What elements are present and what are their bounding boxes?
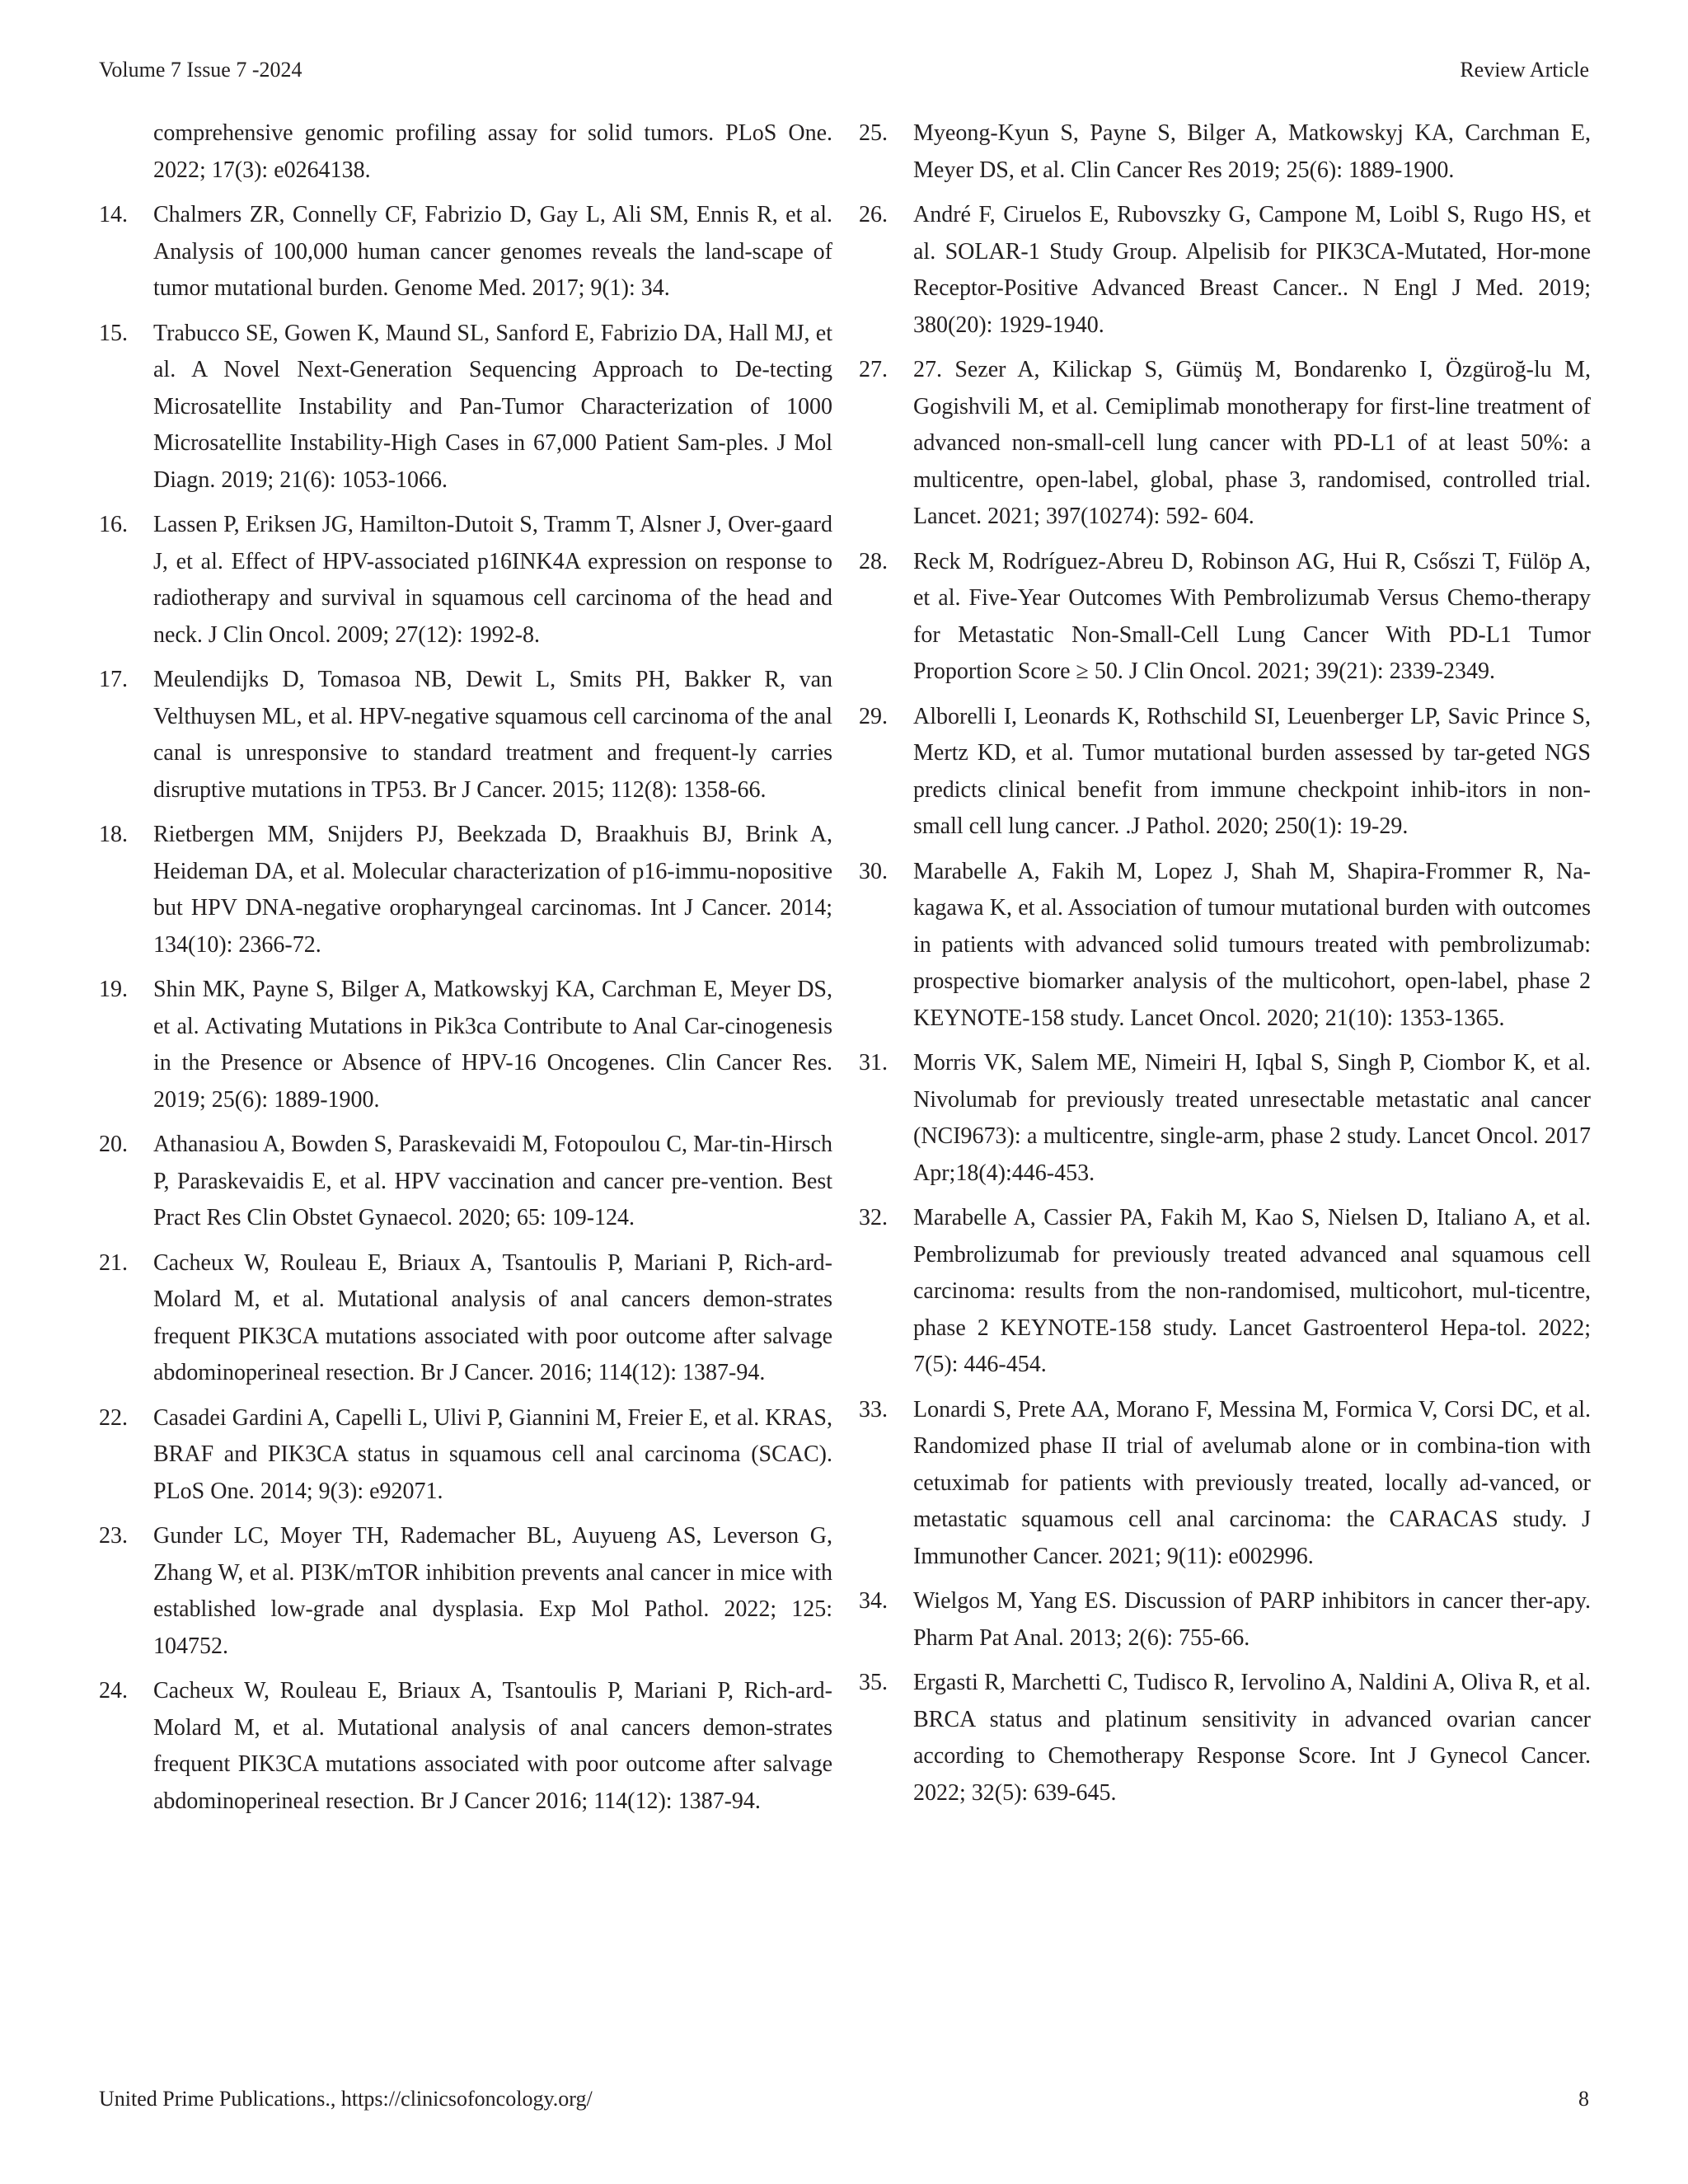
reference-item (99, 662, 832, 808)
reference-item (99, 197, 832, 307)
reference-item (99, 507, 832, 654)
reference-item (99, 1245, 832, 1392)
right-reference-list (859, 115, 1591, 1811)
reference-item (859, 352, 1591, 536)
reference-item (859, 1665, 1591, 1811)
reference-item (99, 1673, 832, 1820)
reference-number: 28. (859, 548, 888, 574)
reference-number: 32. (859, 1205, 888, 1230)
right-column (859, 115, 1591, 1820)
reference-text: Rietbergen MM, Snijders PJ, Beekzada D, Braakhuis BJ, Brink A, Heideman DA, et al. Molecular characterization of p16-immu-nopositive but HPV DNA-negative oropharyngeal carcinomas. Int J Cancer. 2014; 134(10): 2366-72. (153, 822, 832, 958)
reference-number: 24. (99, 1678, 128, 1704)
reference-item (859, 544, 1591, 691)
reference-text: Alborelli I, Leonards K, Rothschild SI, Leuenberger LP, Savic Prince S, Mertz KD, et al. Tumor mutational burden assessed by tar-geted NGS predicts clinical benefit from immune checkpoint inhib-itors in non-small cell lung cancer. .J Pathol. 2020; 250(1): 19-29. (913, 703, 1591, 839)
reference-text: Reck M, Rodríguez-Abreu D, Robinson AG, Hui R, Csőszi T, Fülöp A, et al. Five-Year Outcomes With Pembrolizumab Versus Chemo-therapy for Metastatic Non-Small-Cell Lung Cancer With PD-L1 Tumor Proportion Score ≥ 50. J Clin Oncol. 2021; 39(21): 2339-2349. (913, 548, 1591, 684)
reference-number: 19. (99, 977, 128, 1002)
reference-item (859, 1200, 1591, 1384)
header-volume: Volume 7 Issue 7 -2024 (99, 58, 302, 82)
header-article-type: Review Article (1460, 58, 1589, 82)
reference-item (99, 1518, 832, 1665)
reference-text: Chalmers ZR, Connelly CF, Fabrizio D, Gay L, Ali SM, Ennis R, et al. Analysis of 100,000 human cancer genomes reveals the land-scape of tumor mutational burden. Genome Med. 2017; 9(1): 34. (153, 202, 832, 301)
reference-text: Ergasti R, Marchetti C, Tudisco R, Iervolino A, Naldini A, Oliva R, et al. BRCA status and platinum sensitivity in advanced ovarian cancer according to Chemotherapy Response Score. Int J Gynecol Cancer. 2022; 32(5): 639-645. (913, 1670, 1591, 1806)
reference-text: André F, Ciruelos E, Rubovszky G, Campone M, Loibl S, Rugo HS, et al. SOLAR-1 Study Group. Alpelisib for PIK3CA-Mutated, Hor-mone Receptor-Positive Advanced Breast Cancer.. N Engl J Med. 2019; 380(20): 1929-1940. (913, 202, 1591, 338)
reference-number: 14. (99, 202, 128, 227)
reference-number: 20. (99, 1132, 128, 1157)
reference-number: 17. (99, 667, 128, 692)
reference-item (99, 972, 832, 1118)
reference-number: 15. (99, 320, 128, 346)
reference-number: 35. (859, 1670, 888, 1695)
reference-text: Shin MK, Payne S, Bilger A, Matkowskyj KA, Carchman E, Meyer DS, et al. Activating Mutations in Pik3ca Contribute to Anal Car-cinogenesis in the Presence or Absence of HPV-16 Oncogenes. Clin Cancer Res. 2019; 25(6): 1889-1900. (153, 977, 832, 1113)
reference-continued (99, 115, 832, 189)
reference-text: Marabelle A, Fakih M, Lopez J, Shah M, Shapira-Frommer R, Na-kagawa K, et al. Association of tumour mutational burden with outcomes in patients with advanced solid tumours treated with pembrolizumab: prospective biomarker analysis of the multicohort, open-label, phase 2 KEYNOTE-158 study. Lancet Oncol. 2020; 21(10): 1353-1365. (913, 858, 1591, 1031)
reference-text: Trabucco SE, Gowen K, Maund SL, Sanford E, Fabrizio DA, Hall MJ, et al. A Novel Next-Generation Sequencing Approach to De-tecting Microsatellite Instability and Pan-Tumor Characterization of 1000 Microsatellite Instability-High Cases in 67,000 Patient Sam-ples. J Mol Diagn. 2019; 21(6): 1053-1066. (153, 320, 832, 493)
reference-text: Morris VK, Salem ME, Nimeiri H, Iqbal S, Singh P, Ciombor K, et al. Nivolumab for previously treated unresectable metastatic anal cancer (NCI9673): a multicentre, single-arm, phase 2 study. Lancet Oncol. 2017 Apr;18(4):446-453. (913, 1050, 1591, 1186)
reference-text: Wielgos M, Yang ES. Discussion of PARP inhibitors in cancer ther-apy. Pharm Pat Anal. 2013; 2(6): 755-66. (913, 1588, 1591, 1651)
reference-number: 34. (859, 1588, 888, 1614)
reference-number: 21. (99, 1249, 128, 1276)
reference-text: Gunder LC, Moyer TH, Rademacher BL, Auyueng AS, Leverson G, Zhang W, et al. PI3K/mTOR inhibition prevents anal cancer in mice with established low-grade anal dysplasia. Exp Mol Pathol. 2022; 125: 104752. (153, 1523, 832, 1659)
page-number: 8 (1578, 2087, 1589, 2111)
reference-item (859, 197, 1591, 344)
reference-text: Casadei Gardini A, Capelli L, Ulivi P, Giannini M, Freier E, et al. KRAS, BRAF and PIK3CA status in squamous cell anal carcinoma (SCAC). PLoS One. 2014; 9(3): e92071. (153, 1404, 832, 1504)
reference-number: 18. (99, 822, 128, 847)
reference-text: comprehensive genomic profiling assay for solid tumors. PLoS One. 2022; 17(3): e0264138. (153, 120, 832, 183)
reference-text: Myeong-Kyun S, Payne S, Bilger A, Matkowskyj KA, Carchman E, Meyer DS, et al. Clin Cancer Res 2019; 25(6): 1889-1900. (913, 120, 1591, 183)
reference-number: 33. (859, 1396, 888, 1422)
reference-text: Marabelle A, Cassier PA, Fakih M, Kao S, Nielsen D, Italiano A, et al. Pembrolizumab for previously treated advanced anal squamous cell carcinoma: results from the non-randomised, multicohort, mul-ticentre, phase 2 KEYNOTE-158 study. Lancet Gastroenterol Hepa-tol. 2022; 7(5): 446-454. (913, 1205, 1591, 1377)
reference-number: 22. (99, 1404, 128, 1431)
reference-item (859, 699, 1591, 846)
reference-text: 27. Sezer A, Kilickap S, Gümüş M, Bondarenko I, Özgüroğ-lu M, Gogishvili M, et al. Cemiplimab monotherapy for first-line treatment of advanced non-small-cell lung cancer with PD-L1 of at least 50%: a multicentre, open-label, global, phase 3, randomised, controlled trial. Lancet. 2021; 397(10274): 592- 604. (913, 357, 1591, 529)
reference-number: 23. (99, 1523, 128, 1549)
reference-item (99, 817, 832, 963)
reference-number: 27. (859, 357, 888, 382)
reference-text: Lassen P, Eriksen JG, Hamilton-Dutoit S, Tramm T, Alsner J, Over-gaard J, et al. Effect of HPV-associated p16INK4A expression on response to radiotherapy and survival in squamous cell carcinoma of the head and neck. J Clin Oncol. 2009; 27(12): 1992-8. (153, 512, 832, 648)
reference-number: 29. (859, 703, 888, 729)
reference-item (99, 1127, 832, 1237)
reference-number: 26. (859, 202, 888, 227)
left-column (99, 115, 832, 1828)
reference-text: Cacheux W, Rouleau E, Briaux A, Tsantoulis P, Mariani P, Rich-ard-Molard M, et al. Mutational analysis of anal cancers demon-strates frequent PIK3CA mutations associated with poor outcome after salvage abdominoperineal resection. Br J Cancer 2016; 114(12): 1387-94. (153, 1678, 832, 1814)
reference-item (859, 1045, 1591, 1192)
reference-text: Meulendijks D, Tomasoa NB, Dewit L, Smits PH, Bakker R, van Velthuysen ML, et al. HPV-negative squamous cell carcinoma of the anal canal is unresponsive to standard treatment and frequent-ly carries disruptive mutations in TP53. Br J Cancer. 2015; 112(8): 1358-66. (153, 667, 832, 803)
reference-number: 31. (859, 1050, 888, 1076)
reference-item (859, 1392, 1591, 1576)
reference-number: 16. (99, 512, 128, 537)
reference-item (99, 316, 832, 499)
reference-item (859, 115, 1591, 189)
footer-publisher: United Prime Publications., https://clinicsofoncology.org/ (99, 2087, 593, 2111)
reference-item (99, 1400, 832, 1511)
left-reference-list (99, 197, 832, 1820)
reference-text: Athanasiou A, Bowden S, Paraskevaidi M, Fotopoulou C, Mar-tin-Hirsch P, Paraskevaidis E, et al. HPV vaccination and cancer pre-vention. Best Pract Res Clin Obstet Gynaecol. 2020; 65: 109-124. (153, 1132, 832, 1230)
reference-item (859, 1583, 1591, 1657)
reference-text: Lonardi S, Prete AA, Morano F, Messina M, Formica V, Corsi DC, et al. Randomized phase II trial of avelumab alone or in combina-tion with cetuximab for patients with previously treated, locally ad-vanced, or metastatic squamous cell anal carcinoma: the CARACAS study. J Immunother Cancer. 2021; 9(11): e002996. (913, 1396, 1591, 1569)
reference-item (859, 854, 1591, 1038)
reference-text: Cacheux W, Rouleau E, Briaux A, Tsantoulis P, Mariani P, Rich-ard-Molard M, et al. Mutational analysis of anal cancers demon-strates frequent PIK3CA mutations associated with poor outcome after salvage abdominoperineal resection. Br J Cancer. 2016; 114(12): 1387-94. (153, 1249, 832, 1385)
reference-number: 25. (859, 120, 888, 146)
reference-number: 30. (859, 858, 888, 884)
